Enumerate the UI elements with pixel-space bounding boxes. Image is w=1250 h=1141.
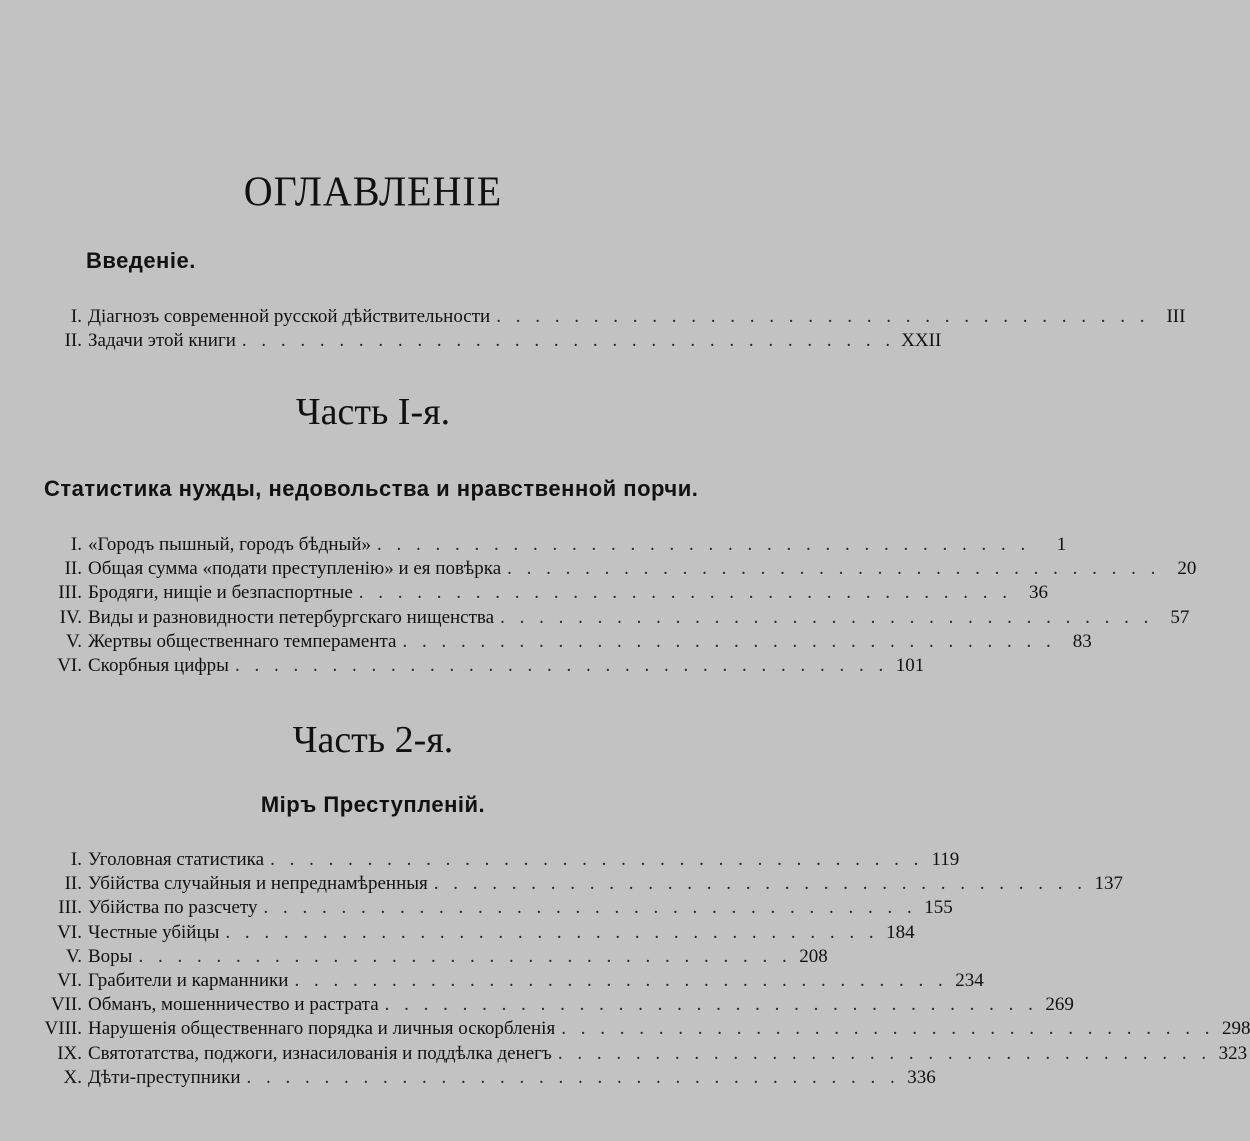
part2-subtitle: Мiръ Преступленiй.	[260, 792, 486, 817]
dot-leader: . . . . . . . . . . . . . . . . . . . . . . . . . . . . . . . . . .	[557, 1042, 1212, 1064]
dot-leader: . . . . . . . . . . . . . . . . . . . . . . . . . . . . . . . . . .	[500, 606, 1154, 628]
page-number: XXII	[901, 330, 942, 352]
page-title: ОГЛАВЛЕНIЕ	[243, 167, 503, 216]
chapter-number: V.	[65, 945, 82, 967]
intro-heading: Введенiе.	[86, 248, 196, 273]
chapter-title: Жертвы общественнаго темперамента	[88, 630, 397, 652]
chapter-number: V.	[65, 630, 82, 652]
toc-row	[40, 329, 942, 353]
toc-row	[40, 1017, 1250, 1041]
page-number: 1	[1056, 534, 1067, 555]
chapter-title: Нарушенiя общественнаго порядка и личныя оскорбленiя	[88, 1018, 556, 1040]
chapter-number: III.	[58, 582, 82, 604]
toc-row	[40, 969, 984, 993]
page-number: 83	[1072, 630, 1092, 652]
toc-row	[40, 654, 925, 678]
chapter-number: II.	[64, 873, 82, 895]
chapter-title: Убiйства случайныя и непреднамѣренныя	[88, 873, 428, 895]
page-number: 234	[955, 969, 984, 991]
toc-row	[40, 557, 1197, 581]
part1-title: Часть I-я.	[295, 391, 451, 433]
chapter-title: Дiагнозъ современной русской дѣйствительности	[88, 306, 491, 327]
dot-leader: . . . . . . . . . . . . . . . . . . . . . . . . . . . . . . . . . .	[234, 654, 889, 676]
dot-leader: . . . . . . . . . . . . . . . . . . . . . . . . . . . . . . . . . .	[507, 558, 1161, 580]
page-number: 57	[1170, 606, 1190, 628]
page-number: 155	[924, 897, 953, 919]
dot-leader: . . . . . . . . . . . . . . . . . . . . . . . . . . . . . . . . . .	[496, 306, 1150, 327]
dot-leader: . . . . . . . . . . . . . . . . . . . . . . . . . . . . . . . . . .	[402, 630, 1056, 652]
chapter-title: Уголовная статистика	[88, 849, 265, 870]
part1-subtitle: Статистика нужды, недовольства и нравственной порчи.	[44, 476, 699, 501]
chapter-number: VI.	[57, 969, 82, 991]
page-number: 298	[1221, 1018, 1250, 1040]
part2-title: Часть 2-я.	[292, 719, 454, 761]
chapter-title: Обманъ, мошенничество и растрата	[88, 994, 379, 1016]
toc-row	[40, 305, 1186, 329]
chapter-number: VIII.	[44, 1018, 82, 1040]
dot-leader: . . . . . . . . . . . . . . . . . . . . . . . . . . . . . . . . . .	[376, 534, 1031, 555]
chapter-title: Скорбныя цифры	[88, 654, 229, 676]
dot-leader: . . . . . . . . . . . . . . . . . . . . . . . . . . . . . . . . . .	[241, 330, 896, 352]
dot-leader: . . . . . . . . . . . . . . . . . . . . . . . . . . . . . . . . . .	[225, 921, 879, 943]
page-number: 208	[799, 945, 828, 967]
chapter-title: «Городъ пышный, городъ бѣдный»	[88, 534, 371, 555]
chapter-title: Бродяги, нищiе и безпаспортные	[88, 582, 353, 604]
toc-row	[40, 606, 1190, 630]
page-number: III	[1166, 306, 1186, 327]
chapter-number: IX.	[57, 1042, 82, 1064]
chapter-number: III.	[58, 897, 82, 919]
chapter-title: Убiйства по разсчету	[88, 897, 258, 919]
chapter-number: II.	[64, 558, 82, 580]
chapter-title: Воры	[88, 945, 133, 967]
dot-leader: . . . . . . . . . . . . . . . . . . . . . . . . . . . . . . . . . .	[358, 582, 1013, 604]
toc-row	[40, 1066, 936, 1090]
chapter-title: Честные убiйцы	[88, 921, 220, 943]
page-number: 184	[886, 921, 915, 943]
chapter-title: Задачи этой книги	[88, 330, 236, 352]
page-number: 119	[931, 849, 960, 870]
chapter-number: VII.	[50, 994, 82, 1016]
page-number: 323	[1218, 1042, 1248, 1064]
toc-row	[40, 872, 1124, 896]
chapter-title: Святотатства, поджоги, изнасилованiя и поддѣлка денегъ	[88, 1042, 552, 1064]
chapter-number: I.	[70, 306, 82, 327]
chapter-number: X.	[63, 1066, 82, 1088]
part2-toc	[40, 848, 1250, 1090]
chapter-number: I.	[70, 534, 82, 555]
page-number: 336	[907, 1066, 936, 1088]
part1-toc	[40, 533, 1197, 678]
toc-row	[40, 945, 828, 969]
chapter-title: Виды и разновидности петербургскаго нищенства	[88, 606, 495, 628]
toc-row	[40, 896, 953, 920]
toc-row	[40, 1042, 1248, 1066]
dot-leader: . . . . . . . . . . . . . . . . . . . . . . . . . . . . . . . . . .	[294, 969, 948, 991]
chapter-number: VI.	[57, 654, 82, 676]
chapter-title: Общая сумма «подати преступленiю» и ея повѣрка	[88, 558, 502, 580]
chapter-number: II.	[64, 330, 82, 352]
dot-leader: . . . . . . . . . . . . . . . . . . . . . . . . . . . . . . . . . .	[433, 873, 1088, 895]
dot-leader: . . . . . . . . . . . . . . . . . . . . . . . . . . . . . . . . . .	[270, 849, 924, 870]
dot-leader: . . . . . . . . . . . . . . . . . . . . . . . . . . . . . . . . . .	[246, 1066, 900, 1088]
dot-leader: . . . . . . . . . . . . . . . . . . . . . . . . . . . . . . . . . .	[263, 897, 917, 919]
toc-row	[40, 993, 1074, 1017]
chapter-number: IV.	[59, 606, 82, 628]
toc-row	[40, 581, 1049, 605]
chapter-number: I.	[70, 849, 82, 870]
dot-leader: . . . . . . . . . . . . . . . . . . . . . . . . . . . . . . . . . .	[384, 994, 1038, 1016]
page-number: 36	[1029, 582, 1049, 604]
page-number: 20	[1177, 558, 1197, 580]
page-number: 269	[1045, 994, 1074, 1016]
dot-leader: . . . . . . . . . . . . . . . . . . . . . . . . . . . . . . . . . .	[138, 945, 792, 967]
toc-row	[40, 630, 1092, 654]
toc-row	[40, 533, 1067, 557]
chapter-title: Дѣти-преступники	[88, 1066, 241, 1088]
dot-leader: . . . . . . . . . . . . . . . . . . . . . . . . . . . . . . . . . .	[561, 1018, 1215, 1040]
intro-toc	[40, 305, 1186, 353]
toc-row	[40, 848, 960, 872]
chapter-title: Грабители и карманники	[88, 969, 289, 991]
page-number: 137	[1094, 873, 1124, 895]
toc-row	[40, 921, 915, 945]
chapter-number: VI.	[57, 921, 82, 943]
page-number: 101	[895, 654, 925, 676]
